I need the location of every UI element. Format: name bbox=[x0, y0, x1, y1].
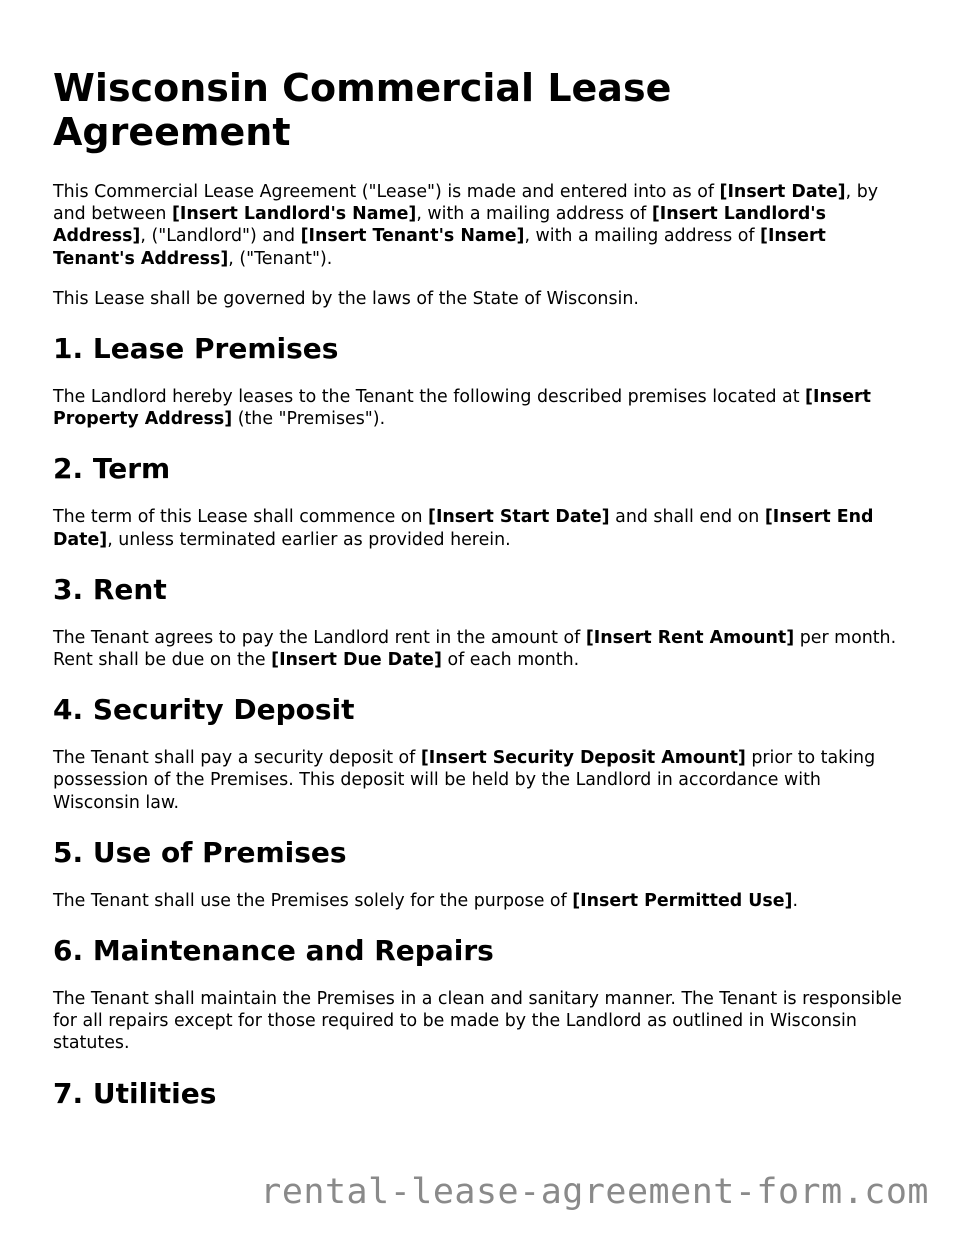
intro-text-3: , with a mailing address of bbox=[416, 204, 652, 225]
intro-text-5: , with a mailing address of bbox=[524, 226, 760, 247]
rent-text-2: per month. Rent shall be due on the bbox=[53, 627, 897, 671]
section-heading-maintenance: 6. Maintenance and Repairs bbox=[53, 934, 494, 968]
insert-tenant-address-placeholder: [Insert Tenant's Address] bbox=[53, 226, 826, 269]
security-deposit-paragraph bbox=[53, 747, 913, 814]
premises-text-2: (the "Premises"). bbox=[232, 409, 386, 430]
insert-property-address-placeholder: [Insert Property Address] bbox=[53, 387, 871, 430]
page-title: Wisconsin Commercial Lease Agreement bbox=[53, 66, 672, 154]
intro-text-4: , ("Landlord") and bbox=[140, 226, 301, 247]
section-heading-lease-premises: 1. Lease Premises bbox=[53, 332, 339, 366]
lease-premises-paragraph bbox=[53, 386, 913, 430]
premises-text-1: The Landlord hereby leases to the Tenant the following described premises located at bbox=[53, 387, 806, 408]
deposit-text-1: The Tenant shall pay a security deposit of bbox=[53, 748, 421, 769]
intro-text-2: , by and between bbox=[53, 182, 879, 225]
insert-rent-amount-placeholder: [Insert Rent Amount] bbox=[585, 627, 795, 648]
rent-paragraph bbox=[53, 627, 913, 671]
rent-text-3: of each month. bbox=[441, 650, 580, 671]
section-heading-rent: 3. Rent bbox=[53, 572, 167, 606]
insert-security-deposit-placeholder: [Insert Security Deposit Amount] bbox=[420, 748, 746, 769]
insert-date-placeholder: [Insert Date] bbox=[719, 182, 846, 202]
intro-text-1: This Commercial Lease Agreement ("Lease") is made and entered into as of bbox=[53, 182, 720, 202]
rent-text-1: The Tenant agrees to pay the Landlord rent in the amount of bbox=[53, 627, 586, 648]
insert-tenant-name-placeholder: [Insert Tenant's Name] bbox=[300, 226, 525, 247]
governing-law-paragraph: This Lease shall be governed by the laws of the State of Wisconsin. bbox=[53, 288, 639, 309]
use-text-2: . bbox=[792, 890, 798, 911]
section-heading-utilities: 7. Utilities bbox=[53, 1076, 217, 1110]
insert-end-date-placeholder: [Insert End Date] bbox=[53, 507, 874, 550]
maintenance-paragraph: The Tenant shall maintain the Premises in a clean and sanitary manner. The Tenant is responsible for all repairs except for those required to be made by the Landlord as outlined in Wisconsin statutes. bbox=[53, 989, 902, 1054]
term-text-2: and shall end on bbox=[609, 507, 765, 528]
insert-permitted-use-placeholder: [Insert Permitted Use] bbox=[572, 890, 793, 911]
insert-start-date-placeholder: [Insert Start Date] bbox=[428, 507, 610, 528]
insert-landlord-address-placeholder: [Insert Landlord's Address] bbox=[53, 204, 826, 247]
use-of-premises-paragraph bbox=[53, 890, 913, 912]
insert-landlord-name-placeholder: [Insert Landlord's Name] bbox=[171, 204, 417, 225]
watermark: rental-lease-agreement-form.com bbox=[260, 1172, 929, 1212]
term-paragraph bbox=[53, 506, 913, 550]
intro-text-6: , ("Tenant"). bbox=[228, 248, 333, 269]
section-heading-security-deposit: 4. Security Deposit bbox=[53, 693, 355, 727]
section-heading-term: 2. Term bbox=[53, 452, 171, 486]
document-body bbox=[53, 66, 913, 1131]
section-heading-use-of-premises: 5. Use of Premises bbox=[53, 835, 347, 869]
term-text-1: The term of this Lease shall commence on bbox=[53, 507, 428, 528]
intro-paragraph bbox=[53, 181, 913, 270]
deposit-text-2: prior to taking possession of the Premises. This deposit will be held by the Landlord in accordance with Wisconsin law. bbox=[53, 748, 876, 813]
term-text-3: , unless terminated earlier as provided herein. bbox=[107, 529, 511, 550]
use-text-1: The Tenant shall use the Premises solely for the purpose of bbox=[53, 890, 573, 911]
insert-due-date-placeholder: [Insert Due Date] bbox=[271, 650, 442, 671]
